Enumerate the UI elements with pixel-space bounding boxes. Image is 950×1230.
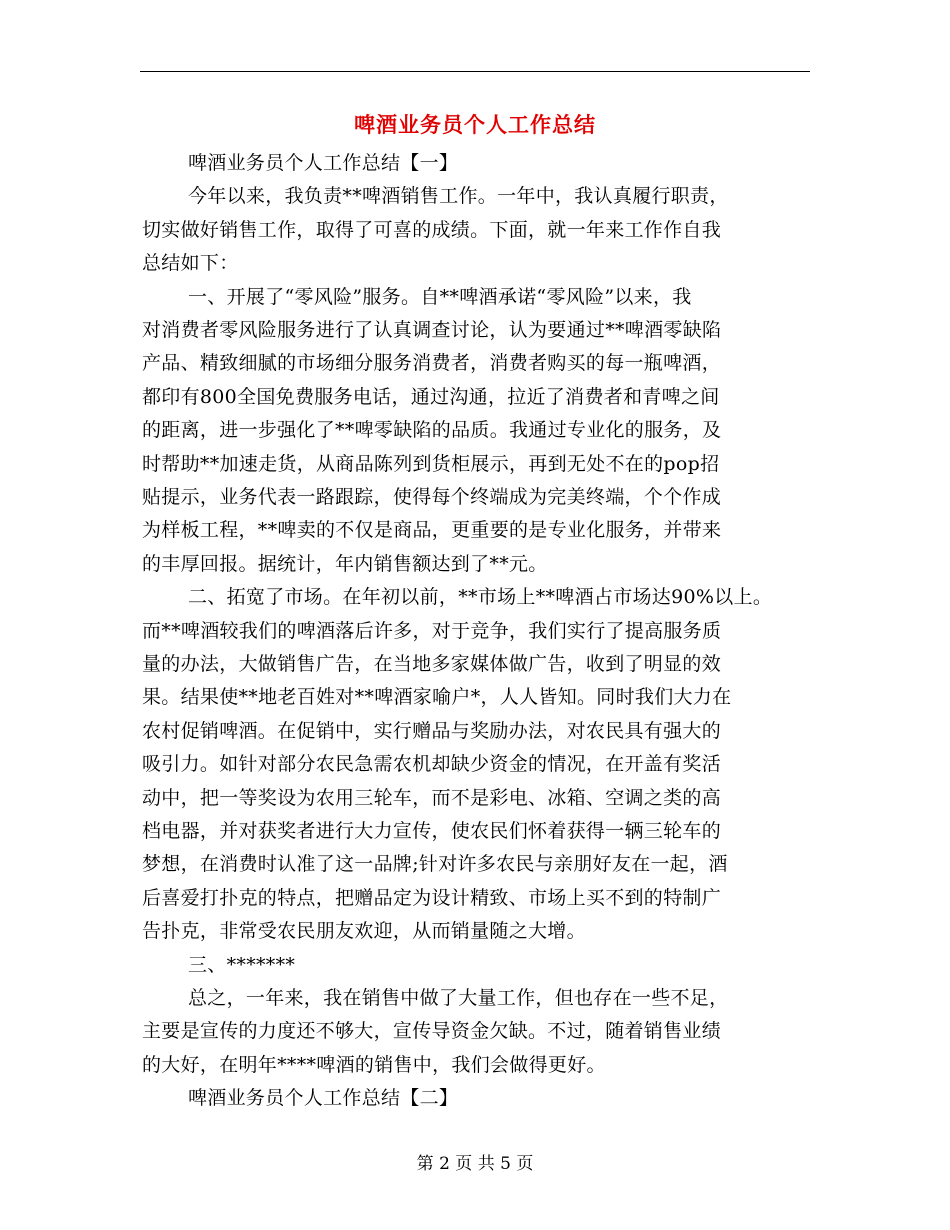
body-line: 二、拓宽了市场。在年初以前，**市场上**啤酒占市场达90%以上。: [188, 586, 773, 609]
body-line: 动中，把一等奖设为农用三轮车，而不是彩电、冰箱、空调之类的高: [142, 786, 722, 809]
header-rule: [140, 71, 810, 72]
body-line: 量的办法，大做销售广告，在当地多家媒体做广告，收到了明显的效: [142, 653, 722, 675]
body-line: 告扑克，非常受农民朋友欢迎，从而销量随之大增。: [142, 920, 586, 943]
body-line: 时帮助**加速走货，从商品陈列到货柜展示，再到无处不在的pop招: [142, 452, 720, 475]
body-line: 切实做好销售工作，取得了可喜的成绩。下面，就一年来工作作自我: [142, 218, 722, 241]
body-line: 三、*******: [188, 953, 296, 976]
page-footer: 第 2 页 共 5 页: [416, 1154, 534, 1174]
body-line: 啤酒业务员个人工作总结【一】: [188, 152, 459, 174]
body-line: 贴提示，业务代表一路跟踪，使得每个终端成为完美终端，个个作成: [142, 486, 722, 508]
body-line: 对消费者零风险服务进行了认真调查讨论，认为要通过**啤酒零缺陷: [142, 319, 722, 341]
body-line: 产品、精致细腻的市场细分服务消费者，消费者购买的每一瓶啤酒，: [142, 352, 722, 375]
body-line: 都印有800全国免费服务电话，通过沟通，拉近了消费者和青啤之间: [142, 385, 720, 408]
body-line: 总之，一年来，我在销售中做了大量工作，但也存在一些不足，: [188, 987, 729, 1009]
body-line: 的距离，进一步强化了**啤零缺陷的品质。我通过专业化的服务，及: [142, 419, 722, 442]
body-line: 的大好，在明年****啤酒的销售中，我们会做得更好。: [142, 1053, 606, 1076]
body-line: 而**啤酒较我们的啤酒落后许多，对于竞争，我们实行了提高服务质: [142, 619, 722, 642]
document-title: 啤酒业务员个人工作总结: [354, 112, 596, 137]
body-line: 吸引力。如针对部分农民急需农机却缺少资金的情况，在开盖有奖活: [142, 753, 722, 776]
body-line: 为样板工程，**啤卖的不仅是商品，更重要的是专业化服务，并带来: [142, 519, 722, 542]
body-line: 主要是宣传的力度还不够大，宣传导资金欠缺。不过，随着销售业绩: [142, 1020, 722, 1043]
body-line: 今年以来，我负责**啤酒销售工作。一年中，我认真履行职责，: [188, 185, 729, 208]
body-line: 的丰厚回报。据统计，年内销售额达到了**元。: [142, 552, 548, 575]
body-line: 梦想，在消费时认准了这一品牌;针对许多农民与亲朋好友在一起，酒: [142, 853, 728, 876]
body-line: 后喜爱打扑克的特点，把赠品定为设计精致、市场上买不到的特制广: [142, 886, 722, 909]
body-line: 总结如下：: [142, 252, 239, 275]
body-line: 果。结果使**地老百姓对**啤酒家喻户*，人人皆知。同时我们大力在: [142, 686, 732, 709]
body-line: 农村促销啤酒。在促销中，实行赠品与奖励办法，对农民具有强大的: [142, 719, 722, 742]
body-line: 档电器，并对获奖者进行大力宣传，使农民们怀着获得一辆三轮车的: [142, 820, 722, 842]
body-line: 啤酒业务员个人工作总结【二】: [188, 1087, 459, 1110]
body-line: 一、开展了“零风险”服务。自**啤酒承诺“零风险”以来，我: [188, 285, 692, 308]
